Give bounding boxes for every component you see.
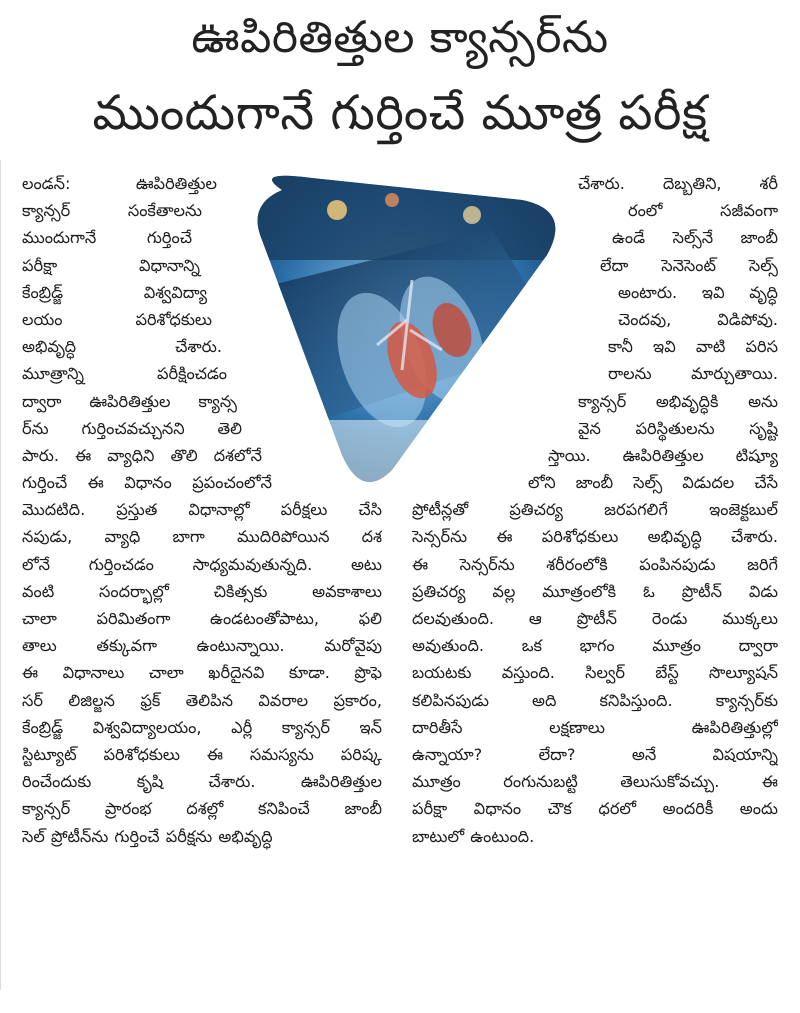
text-line-content: గుర్తించే ఈ విధానం ప్రపంచంలోనే <box>22 473 272 493</box>
text-line <box>412 768 778 795</box>
text-line-content: అవుతుంది. ఒక భాగం మూత్రం ద్వారా <box>412 636 778 656</box>
page-edge <box>0 160 1 990</box>
text-line <box>412 333 778 360</box>
text-line-content: లండన్‌: ఊపిరితిత్తుల <box>22 174 217 193</box>
left-column <box>22 170 382 850</box>
text-line-content: వంటి సందర్భాల్లో చికిత్సకు అవకాశాలు <box>22 581 382 601</box>
text-line-content: వైన పరిస్థితులను సృష్టి <box>578 418 778 438</box>
text-line-content: మొదటిది. ప్రస్తుత విధానాల్లో పరీక్షలు చేసి <box>22 500 382 520</box>
text-line-content: కానీ ఇవి వాటి పరిస <box>608 337 778 357</box>
text-line <box>22 279 382 306</box>
text-line <box>22 197 382 224</box>
text-line-content: తాలు తక్కువగా ఉంటున్నాయి. మరోవైపు <box>22 636 382 656</box>
text-line-content: మూత్రం రంగునుబట్టి తెలుసుకోవచ్చు. ఈ <box>412 772 778 792</box>
text-line <box>412 415 778 442</box>
text-line-content: కేంబ్రిడ్జ్‌ విశ్వవిద్యాలయం, ఎర్లీ క్యాన్సర్‌ ఇన్‌ <box>22 717 382 737</box>
text-line-content: లోనే గుర్తించడం సాధ్యమవుతున్నది. అటు <box>22 554 382 574</box>
text-line <box>412 197 778 224</box>
text-line-content: దలవుతుంది. ఆ ప్రొటీన్‌ రెండు ముక్కలు <box>412 609 778 628</box>
text-line <box>412 170 778 197</box>
text-line-content: స్టిట్యూట్‌ పరిశోధకులు ఈ సమస్యను పరిష్క <box>22 744 382 764</box>
text-line <box>22 768 382 795</box>
text-line-content: లయం పరిశోధకులు <box>22 309 212 329</box>
text-line <box>412 388 778 415</box>
text-line-content: ప్రతిచర్య వల్ల మూత్రంలోకి ఓ ప్రొటీన్‌ విడు <box>412 581 778 601</box>
text-line-content: చెందవు, విడిపోవు. <box>618 309 778 329</box>
text-line <box>22 496 382 523</box>
text-line <box>22 605 382 632</box>
text-line-content: సెల్‌ ప్రోటీన్‌ను గుర్తించే పరీక్షను అభివృద్ధి <box>22 826 273 846</box>
text-line <box>22 523 382 550</box>
text-line-content: లోని జాంబీ సెల్స్‌ విడుదల చేసే <box>528 473 778 493</box>
text-line-content: ఉండే సెల్స్‌నే జాంబీ <box>612 228 778 248</box>
text-line-content: ప్రోటీన్లతో ప్రతిచర్య జరపగలిగే ఇంజెక్టబుల్‌ <box>412 500 778 520</box>
text-line <box>412 360 778 387</box>
text-line <box>412 687 778 714</box>
text-line <box>22 252 382 279</box>
text-line-content: బాటులో ఉంటుంది. <box>412 826 535 846</box>
text-line-content: కలిపినపుడు అది కనిపిస్తుంది. క్యాన్సర్‌కు <box>412 690 778 710</box>
text-line <box>412 496 778 523</box>
text-line-content: నపుడు, వ్యాధి బాగా ముదిరిపోయిన దశ <box>22 527 382 547</box>
text-line-content: బయటకు వస్తుంది. సిల్వర్‌ బేస్ట్‌ సొల్యూషన్‌ <box>412 663 778 683</box>
text-line <box>412 578 778 605</box>
text-line <box>22 388 382 415</box>
text-line <box>412 741 778 768</box>
text-line <box>412 605 778 632</box>
text-line <box>412 469 778 496</box>
text-line <box>412 795 778 822</box>
text-line-content: అంటారు. ఇవి వృద్ధి <box>618 282 778 302</box>
text-line-content: క్యాన్సర్‌ సంకేతాలను <box>22 201 202 221</box>
text-line <box>412 224 778 251</box>
text-line-content: స్తాయి. ఊపిరితిత్తుల టిష్యూ <box>548 445 778 465</box>
text-line <box>22 224 382 251</box>
text-line <box>22 170 382 197</box>
text-line <box>22 578 382 605</box>
text-line <box>412 551 778 578</box>
text-line-content: ముందుగానే గుర్తించే <box>22 228 192 248</box>
text-line <box>412 306 778 333</box>
text-line-content: రాలను మార్చుతాయి. <box>608 364 778 384</box>
headline-line-2: ముందుగానే గుర్తించే మూత్ర పరీక్ష <box>92 85 708 141</box>
text-line-content: కేంబ్రిడ్జ్‌ విశ్వవిద్యా <box>22 282 207 302</box>
text-line-content: సెన్సర్‌ను ఈ పరిశోధకులు అభివృద్ధి చేశారు. <box>412 527 778 547</box>
text-line-content: మూత్రాన్ని పరీక్షించడం <box>22 364 227 384</box>
right-column <box>412 170 778 850</box>
text-line <box>22 823 382 850</box>
text-line-content: చాలా పరిమితంగా ఉండటంతోపాటు, ఫలి <box>22 609 382 628</box>
text-line <box>22 551 382 578</box>
text-line-content: క్యాన్సర్‌ ప్రారంభ దశల్లో కనిపించే జాంబీ <box>22 799 382 819</box>
text-line <box>412 252 778 279</box>
text-line-content: దారితీసే లక్షణాలు ఊపిరితిత్తుల్లో <box>412 717 778 737</box>
text-line-content: సర్‌ లిజిల్జన ఫ్రక్‌ తెలిపిన వివరాల ప్రకారం, <box>22 690 382 710</box>
text-line <box>22 741 382 768</box>
text-line <box>412 823 778 850</box>
text-line <box>412 523 778 550</box>
text-line <box>22 714 382 741</box>
text-line-content: పరీక్షా విధానం చౌక ధరలో అందరికీ అందు <box>412 799 778 819</box>
text-line <box>412 442 778 469</box>
text-line <box>412 714 778 741</box>
text-line-content: ర్‌ను గుర్తించవచ్చునని తెలి <box>22 418 242 438</box>
text-line <box>22 306 382 333</box>
text-line <box>22 469 382 496</box>
text-line-content: అభివృద్ధి చేశారు. <box>22 337 222 357</box>
text-line-content: లేదా సెనెసెంట్‌ సెల్స్‌ <box>600 255 778 275</box>
text-line <box>22 415 382 442</box>
text-line <box>412 279 778 306</box>
text-line <box>412 659 778 686</box>
text-line <box>22 659 382 686</box>
text-line-content: పరీక్షా విధానాన్ని <box>22 255 200 275</box>
text-line <box>22 360 382 387</box>
text-line <box>22 333 382 360</box>
text-line-content: రంలో సజీవంగా <box>628 201 778 221</box>
text-line-content: పారు. ఈ వ్యాధిని తొలి దశలోనే <box>22 445 262 465</box>
text-line <box>412 632 778 659</box>
text-line-content: ఈ విధానాలు చాలా ఖరీదైనవి కూడా. ప్రొఫె <box>22 663 382 683</box>
text-line <box>22 687 382 714</box>
text-line <box>22 795 382 822</box>
text-line-content: ఈ సెన్సర్‌ను శరీరంలోకి పంపినపుడు జరిగే <box>412 554 778 574</box>
text-line <box>22 442 382 469</box>
text-line-content: ద్వారా ఊపిరితిత్తుల క్యాన్స <box>22 391 237 411</box>
text-line-content: రించేందుకు కృషి చేశారు. ఊపిరితిత్తుల <box>22 772 382 792</box>
text-line <box>22 632 382 659</box>
text-line-content: క్యాన్సర్‌ అభివృద్ధికి అను <box>578 391 778 411</box>
text-line-content: చేశారు. దెబ్బతిని, శరీ <box>578 174 778 193</box>
text-line-content: ఉన్నాయా? లేదా? అనే విషయాన్ని <box>412 744 778 764</box>
headline-line-1: ఊపిరితిత్తుల క్యాన్సర్‌ను <box>191 12 609 63</box>
